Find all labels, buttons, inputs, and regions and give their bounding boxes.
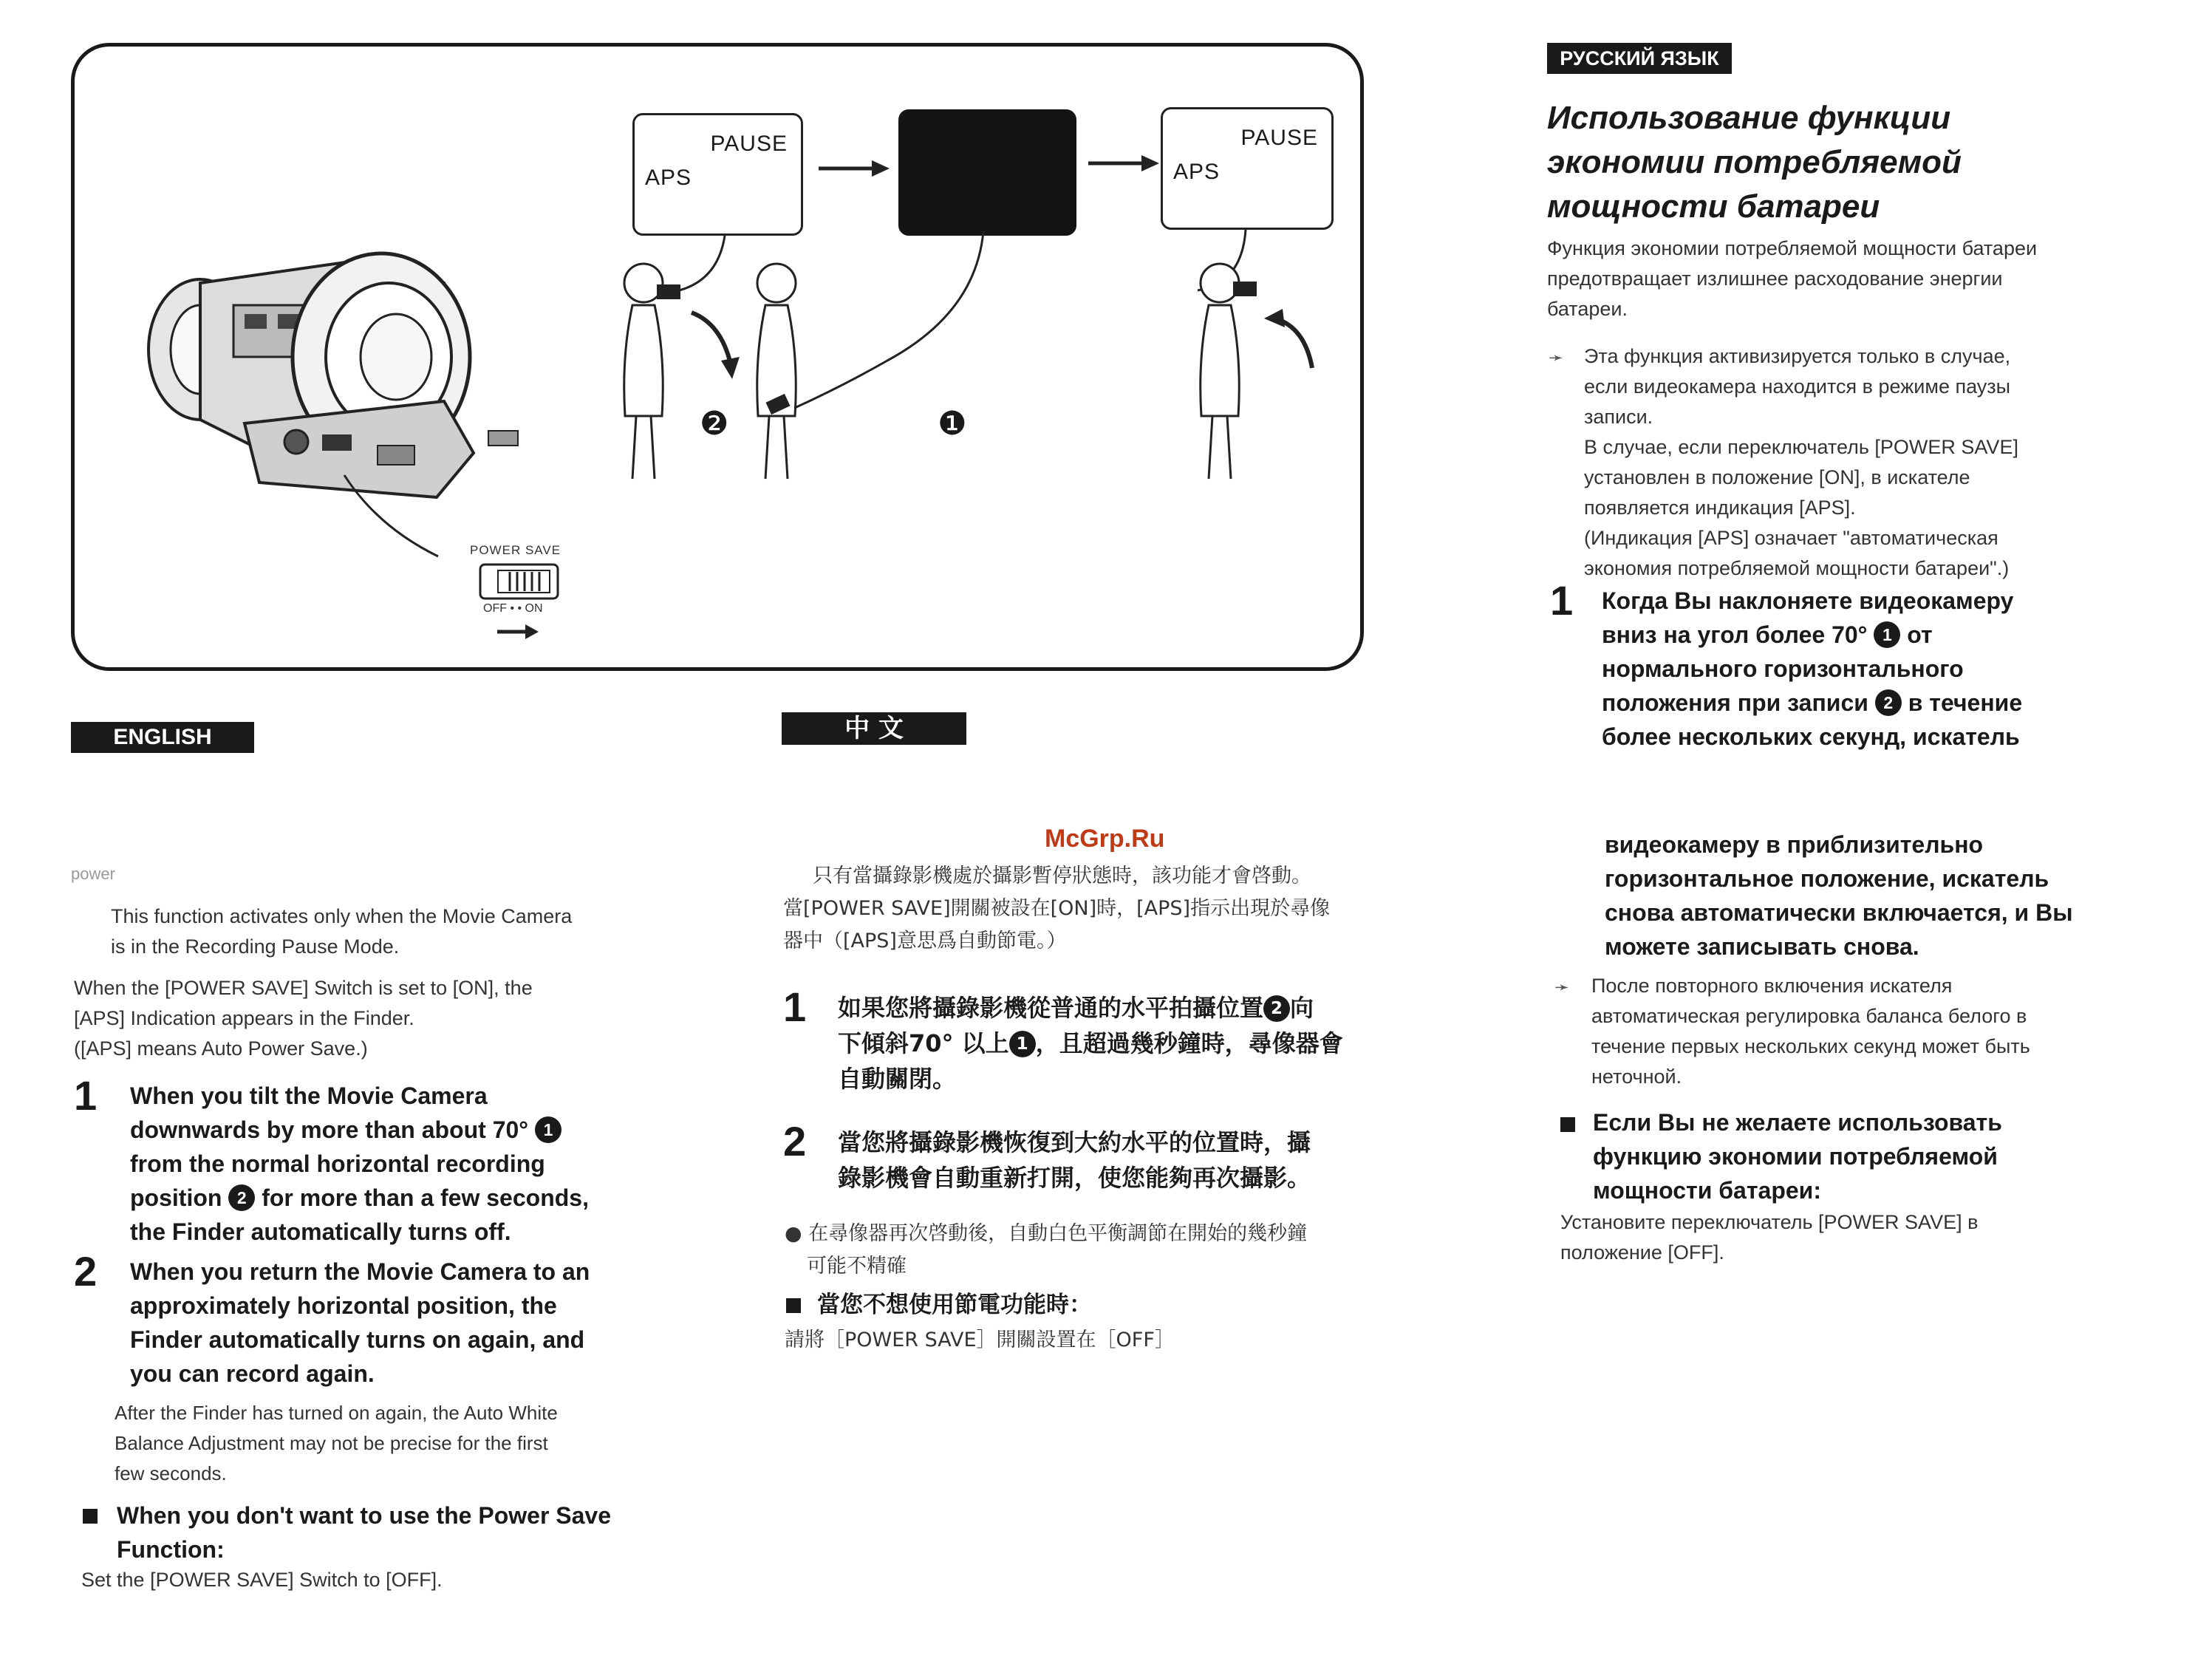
chinese-bullet-text: 請將［POWER SAVE］開關設置在［OFF］ xyxy=(785,1329,1175,1351)
english-step-2-number: 2 xyxy=(74,1248,98,1295)
chinese-bullet-heading: 當您不想使用節電功能時： xyxy=(817,1292,1092,1318)
circled-number-2: 2 xyxy=(228,1184,255,1211)
screen-pause-text: PAUSE xyxy=(710,132,788,156)
chinese-step-1-text: 如果您將攝錄影機從普通的水平拍攝位置 2 向 下傾斜70° 以上 1 ，且超過幾秒鐘時，尋像器會 自動關閉。 xyxy=(838,994,1343,1093)
english-section-tag: ENGLISH xyxy=(71,722,254,753)
watermark-text: McGrp.Ru xyxy=(1045,825,1165,853)
russian-intro: Функция экономии потребляемой мощности батареи предотвращает излишнее расходование энергии батареи. xyxy=(1547,237,2038,320)
circled-number-1: 1 xyxy=(1874,621,1900,648)
bullet-square-icon xyxy=(786,1298,801,1313)
switch-off-label: OFF xyxy=(483,602,507,615)
bullet-square-icon xyxy=(83,1509,98,1524)
russian-bullet-text: Установите переключатель [POWER SAVE] в положение [OFF]. xyxy=(1560,1211,1979,1264)
russian-step-2-text: видеокамеру в приблизительно горизонтальное положение, искатель снова автоматически включается, и Вы можете записывать снова. xyxy=(1605,831,2073,960)
bullet-square-icon xyxy=(1560,1117,1575,1132)
circled-number-1: 1 xyxy=(535,1116,561,1143)
english-note-activation: This function activates only when the Movie Camera is in the Recording Pause Mode. xyxy=(111,905,573,958)
position-marker-1: ❶ xyxy=(938,405,967,443)
russian-note-activation: Эта функция активизируется только в случае, если видеокамера находится в режиме паузы записи. В случае, если переключатель [POWER SAVE] установлен в положение [ON], в искателе появляется индикация [APS]. (Индикация [APS] означает "автоматическая экономия потребляемой мощности батареи".) xyxy=(1584,345,2018,579)
note-arrow-icon: ➛ xyxy=(1554,978,1570,998)
english-step-1-number: 1 xyxy=(74,1072,98,1119)
circled-number-1: 1 xyxy=(1009,1031,1036,1057)
russian-step-1-number: 1 xyxy=(1550,577,1574,624)
screen-pause-text: PAUSE xyxy=(1240,126,1318,150)
chinese-step-2-text: 當您將攝錄影機恢復到大約水平的位置時，攝 錄影機會自動重新打開，使您能夠再次攝影。 xyxy=(838,1128,1311,1192)
arrow-right-icon xyxy=(1087,152,1161,174)
chinese-note-activation: 只有當攝錄影機處於攝影暫停狀態時，該功能才會啓動。 當[POWER SAVE]開關被設在[ON]時，[APS]指示出現於尋像 器中（[APS]意思爲自動節電。） xyxy=(783,865,1331,952)
person-figures-illustration xyxy=(592,224,1368,490)
chinese-note-white-balance: ● 在尋像器再次啓動後，自動白色平衡調節在開始的幾秒鐘 可能不精確 xyxy=(785,1222,1308,1278)
russian-page-title: Использование функции экономии потребляемой мощности батареи xyxy=(1547,100,1962,225)
camera-illustration xyxy=(134,231,607,579)
russian-section-tag: РУССКИЙ ЯЗЫК xyxy=(1547,43,1732,74)
screen-aps-text: APS xyxy=(645,166,692,190)
arrow-right-icon xyxy=(496,623,540,641)
russian-step-1-text: Когда Вы наклоняете видеокамеру вниз на угол более 70° 1 от нормального горизонтального положения при записи 2 в течение более нескольких секунд, искатель xyxy=(1602,587,2023,750)
illustration-panel: POWER SAVE OFF • • ON PAUSE APS PAUSE APS ❷ ❶ xyxy=(71,43,1364,671)
circled-number-2: 2 xyxy=(1875,689,1902,716)
russian-note-white-balance: После повторного включения искателя автоматическая регулировка баланса белого в течение первых нескольких секунд может быть неточной. xyxy=(1591,975,2030,1088)
circled-number-2: 2 xyxy=(1263,995,1290,1022)
chinese-step-2-number: 2 xyxy=(783,1118,807,1165)
viewfinder-screen-off xyxy=(898,109,1076,236)
screen-aps-text: APS xyxy=(1173,160,1221,184)
english-bullet-text: Set the [POWER SAVE] Switch to [OFF]. xyxy=(81,1569,443,1591)
chinese-section-tag: 中 文 xyxy=(782,712,966,745)
viewfinder-screen-pause-right xyxy=(1161,107,1334,230)
russian-bullet-heading: Если Вы не желаете использовать функцию экономии потребляемой мощности батареи: xyxy=(1593,1109,2002,1204)
position-marker-2: ❷ xyxy=(700,405,729,443)
switch-on-label: ON xyxy=(525,602,543,615)
english-bullet-heading: When you don't want to use the Power Save Function: xyxy=(117,1502,612,1563)
english-faded-heading: power xyxy=(71,865,115,883)
english-step-2-text: When you return the Movie Camera to an approximately horizontal position, the Finder automatically turns on again, and you can record again. xyxy=(130,1258,590,1387)
viewfinder-screen-pause-left xyxy=(632,113,803,236)
note-arrow-icon: ➛ xyxy=(1549,348,1564,368)
english-note-white-balance: After the Finder has turned on again, the Auto White Balance Adjustment may not be precise for the first few seconds. xyxy=(115,1402,558,1484)
english-step-1-text: When you tilt the Movie Camera downwards by more than about 70° 1 from the normal horizontal recording position 2 for more than a few seconds, the Finder automatically turns off. xyxy=(130,1082,589,1245)
arrow-right-icon xyxy=(817,157,891,180)
power-save-switch-icon xyxy=(477,562,566,602)
power-save-switch-label: POWER SAVE xyxy=(470,543,561,557)
chinese-step-1-number: 1 xyxy=(783,983,807,1030)
english-note-aps: When the [POWER SAVE] Switch is set to [ON], the [APS] Indication appears in the Finder. ([APS] means Auto Power Save.) xyxy=(74,977,533,1060)
